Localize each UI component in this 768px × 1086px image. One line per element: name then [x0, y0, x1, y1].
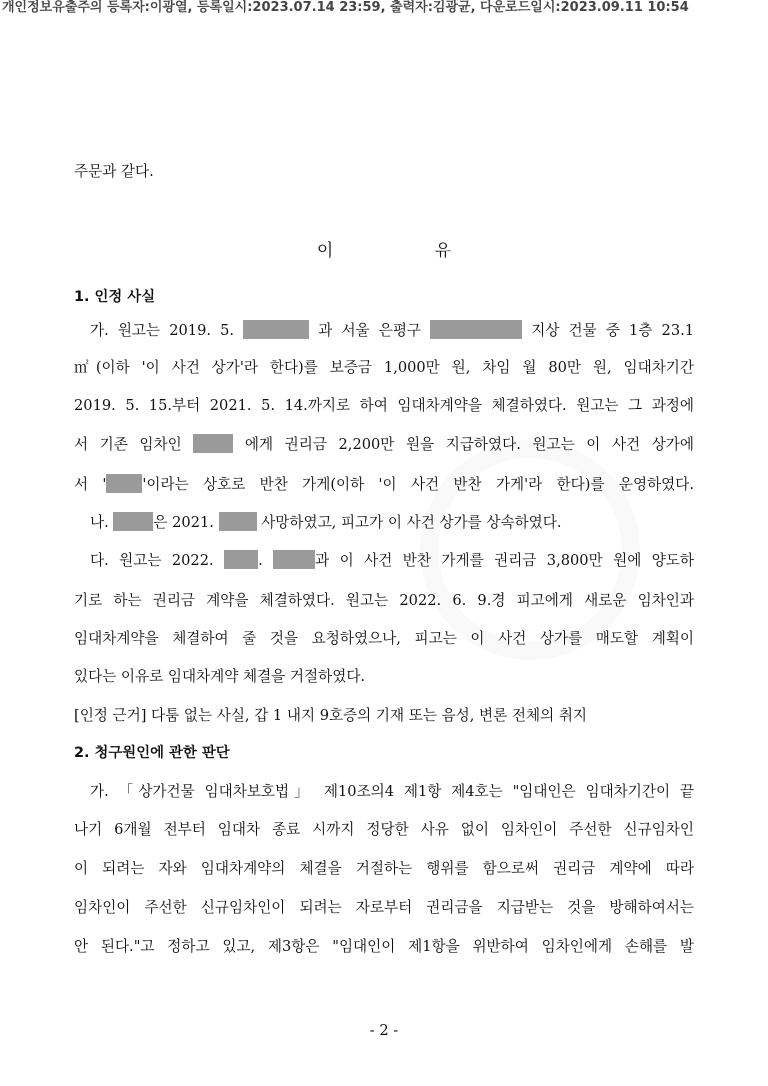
- redaction-box: [430, 320, 522, 339]
- da-line-1b: .: [258, 552, 263, 569]
- order-text: 주문과 같다.: [74, 163, 154, 180]
- redaction-box: [106, 474, 142, 493]
- section2-line: 가. 「상가건물 임대차보호법」 제10조의4 제1항 제4호는 "임대인은 임대차기간이 끝: [90, 783, 694, 800]
- na-line-c: 사망하였고, 피고가 이 사건 상가를 상속하였다.: [261, 514, 562, 531]
- na-line-b: 은 2021.: [153, 514, 214, 531]
- redaction-box: [224, 550, 258, 569]
- da-line-4: 있다는 이유로 임대차계약 체결을 거절하였다.: [74, 668, 366, 685]
- ga-line-1: [74, 318, 694, 344]
- section1-heading: 1. 인정 사실: [74, 289, 156, 305]
- ga-line-5a: 서 ': [74, 476, 107, 493]
- da-line-1c: 과 이 사건 반찬 가게를 권리금 3,800만 원에 양도하: [315, 552, 695, 569]
- da-line-2: 기로 하는 권리금 계약을 체결하였다. 원고는 2022. 6. 9.경 피고에게 새로운 임차인과: [74, 592, 694, 609]
- redaction-box: [243, 320, 309, 339]
- ga-line-5: [74, 472, 694, 498]
- da-line-1: [74, 548, 694, 574]
- section2-line: 안 된다."고 정하고 있고, 제3항은 "임대인이 제1항을 위반하여 임차인에게 손해를 발: [74, 938, 694, 955]
- redaction-box: [193, 434, 233, 453]
- evidence-basis: [인정 근거] 다툼 없는 사실, 갑 1 내지 9호증의 기재 또는 음성, 변론 전체의 취지: [74, 707, 588, 724]
- section2-line: 나기 6개월 전부터 임대차 종료 시까지 정당한 사유 없이 임차인이 주선한 신규임차인: [74, 821, 694, 838]
- da-line-3: 임대차계약을 체결하여 줄 것을 요청하였으나, 피고는 이 사건 상가를 매도할 계획이: [74, 630, 694, 647]
- ga-line-4b: 에게 권리금 2,200만 원을 지급하였다. 원고는 이 사건 상가에: [244, 436, 695, 453]
- ga-line-1c: 지상 건물 중 1층 23.1: [531, 322, 695, 339]
- ga-line-1a: 가. 원고는 2019. 5.: [90, 322, 235, 339]
- ga-line-1b: 과 서울 은평구: [318, 322, 422, 339]
- ga-line-5b: '이라는 상호로 반찬 가게(이하 '이 사건 반찬 가게'라 한다)를 운영하였다.: [142, 476, 695, 493]
- section2-line: 이 되려는 자와 임대차계약의 체결을 거절하는 행위를 함으로써 권리금 계약에 따라: [74, 860, 694, 877]
- reason-title: 이 유: [316, 241, 500, 261]
- redaction-box: [113, 512, 153, 531]
- redaction-box: [273, 550, 315, 569]
- ga-line-2: ㎡(이하 '이 사건 상가'라 한다)를 보증금 1,000만 원, 차임 월 80만 원, 임대차기간: [74, 359, 694, 376]
- da-line-1a: 다. 원고는 2022.: [90, 552, 214, 569]
- ga-line-4: [74, 432, 694, 458]
- download-header: 개인정보유출주의 등록자:이광열, 등록일시:2023.07.14 23:59, 출력자:김광균, 다운로드일시:2023.09.11 10:54: [2, 0, 689, 15]
- na-line-a: 나.: [90, 514, 109, 531]
- section2-heading: 2. 청구원인에 관한 판단: [74, 745, 230, 761]
- na-line: [74, 510, 694, 536]
- ga-line-3: 2019. 5. 15.부터 2021. 5. 14.까지로 하여 임대차계약을 체결하였다. 원고는 그 과정에: [74, 397, 694, 414]
- section2-line: 임차인이 주선한 신규임차인이 되려는 자로부터 권리금을 지급받는 것을 방해하여서는: [74, 899, 694, 916]
- page-number: - 2 -: [369, 1022, 399, 1039]
- ga-line-4a: 서 기존 임차인: [74, 436, 182, 453]
- redaction-box: [219, 512, 257, 531]
